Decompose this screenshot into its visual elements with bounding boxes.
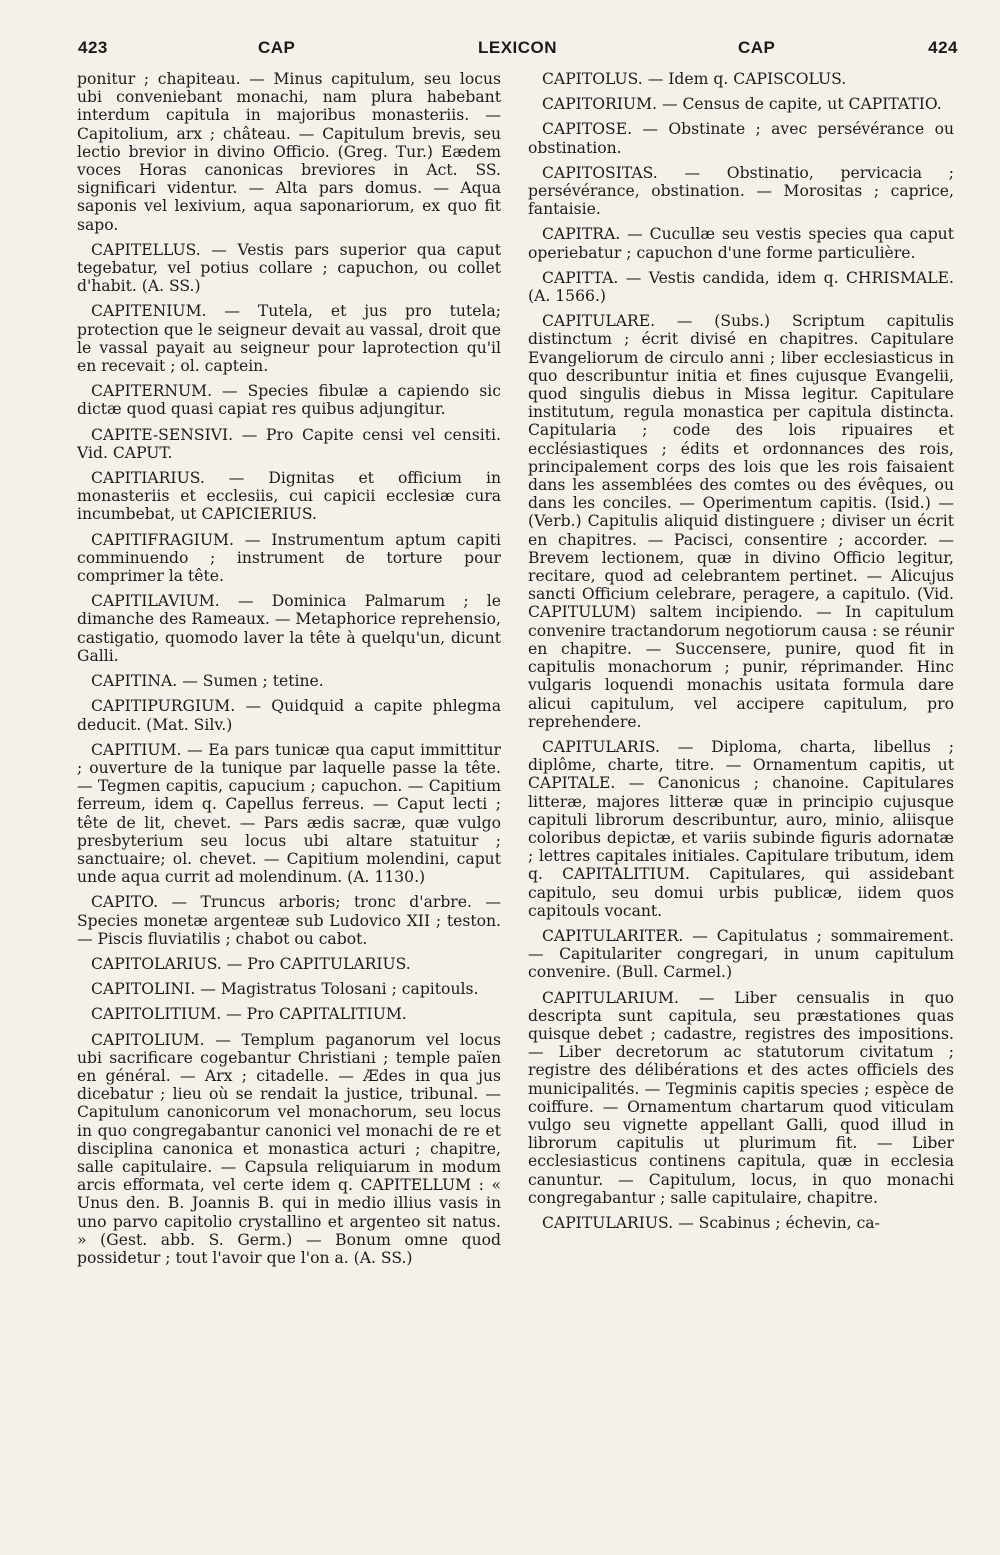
entry-capitularis: CAPITULARIS. — Diploma, charta, libellus ; diplôme, charte, titre. — Ornamentum capitis, ut CAPITALE. — Canonicus ; chanoine. Capitulares litteræ, majores litteræ quæ in principio cujusque capituli librorum describuntur, auro, minio, aliisque coloribus depictæ, et variis subinde figuris adornatæ ; lettres capitales initiales. Capitulare tributum, idem q. CAPITALITIUM. Capitulares, qui assidebant capitulo, seu domui urbis publicæ, iidem quos capitouls vocant. [528,737,954,920]
entry-capiternum: CAPITERNUM. — Species fibulæ a capiendo sic dictæ quod quasi capiat res quibus adjungitur. [77,382,501,419]
entry-capitolarius: CAPITOLARIUS. — Pro CAPITULARIUS. [91,954,411,973]
left-page-number: 423 [78,38,108,57]
entry-capitina: CAPITINA. — Sumen ; tetine. [91,672,324,691]
entry-capitularius: CAPITULARIUS. — Scabinus ; échevin, ca- [542,1213,880,1232]
entry-capitifragium: CAPITIFRAGIUM. — Instrumentum aptum capiti comminuendo ; instrument de torture pour comprimer la tête. [77,530,501,586]
entry-capitose: CAPITOSE. — Obstinate ; avec persévérance ou obstination. [528,120,954,157]
entry-capitra: CAPITRA. — Cucullæ seu vestis species qua caput operiebatur ; capuchon d'une forme particulière. [528,225,954,262]
page-title: LEXICON [478,38,558,57]
entry-capitenium: CAPITENIUM. — Tutela, et jus pro tutela; protection que le seigneur devait au vassal, droit que le vassal payait au seigneur pour laprotection qu'il en recevait ; ol. captein. [77,302,501,376]
entry-capitorium: CAPITORIUM. — Census de capite, ut CAPITATIO. [542,95,942,114]
page-header [78,38,958,68]
entry-capitellum-cont: ponitur ; chapiteau. — Minus capitulum, seu locus ubi conveniebant monachi, nam plura habebant interdum capitula in majoribus monasteriis. — Capitolium, arx ; château. — Capitulum brevis, seu lectio brevior in divino Officio. (Greg. Tur.) Eædem voces Horas canonicas breviores in Act. SS. significari videntur. — Alta pars domus. — Aqua saponis vel lexivium, aqua saponariorum, ex quo fit sapo. [77,70,501,234]
entry-capitipurgium: CAPITIPURGIUM. — Quidquid a capite phlegma deducit. (Mat. Silv.) [77,697,501,734]
entry-capitolium: CAPITOLIUM. — Templum paganorum vel locus ubi sacrificare cogebantur Christiani ; temple païen en général. — Arx ; citadelle. — Ædes in qua jus dicebatur ; lieu où se rendait la justice, tribunal. — Capitulum canonicorum vel monachorum, seu locus in quo congregabantur canonici vel monachi de re et disciplina canonica et monastica acturi ; chapitre, salle capitulaire. — Capsula reliquiarum in modum arcis efformata, vel certe idem q. CAPITELLUM : « Unus den. B. Joannis B. qui in medio illius vasis in uno parvo capitolio crystallino et argenteo sit natus. » (Gest. abb. S. Germ.) — Bonum omne quod possidetur ; tout l'avoir que l'on a. (A. SS.) [77,1030,501,1267]
entry-capitta: CAPITTA. — Vestis candida, idem q. CHRISMALE. (A. 1566.) [528,268,954,306]
left-column [77,70,501,1520]
entry-capitium: CAPITIUM. — Ea pars tunicæ qua caput immittitur ; ouverture de la tunique par laquelle passe la tête. — Tegmen capitis, capucium ; capuchon. — Capitium ferreum, idem q. Capellus ferreus. — Caput lecti ; tête de lit, chevet. — Pars ædis sacræ, quæ vulgo presbyterium seu locus ubi altare statuitur ; sanctuaire; ol. chevet. — Capitium molendini, caput unde aqua currit ad molendinum. (A. 1130.) [77,740,501,887]
right-running-head: CAP [738,38,776,57]
right-column [528,70,954,1520]
entry-capitolini: CAPITOLINI. — Magistratus Tolosani ; capitouls. [91,980,479,999]
entry-capitolitium: CAPITOLITIUM. — Pro CAPITALITIUM. [91,1005,407,1024]
entry-capitellus: CAPITELLUS. — Vestis pars superior qua caput tegebatur, vel potius collare ; capuchon, ou collet d'habit. (A. SS.) [77,240,501,296]
right-page-number: 424 [928,38,958,57]
entry-capito: CAPITO. — Truncus arboris; tronc d'arbre. — Species monetæ argenteæ sub Ludovico XII ; teston. — Piscis fluviatilis ; chabot ou cabot. [77,893,501,948]
entry-capitiarius: CAPITIARIUS. — Dignitas et officium in monasteriis et ecclesiis, cui capicii ecclesiæ cura incumbebat, ut CAPICIERIUS. [77,469,501,524]
entry-capitolus: CAPITOLUS. — Idem q. CAPISCOLUS. [542,70,847,88]
entry-capitulare: CAPITULARE. — (Subs.) Scriptum capitulis distinctum ; écrit divisé en chapitres. Capitulare Evangeliorum de circulo anni ; liber ecclesiasticus in quo describuntur initia et fines cujusque Evangelii, quod singulis diebus in Missa legitur. Capitulare institutum, regula monastica per capitula distincta. Capitularia ; code des lois ripuaires et ecclésiastiques ; édits et ordonnances des rois, principalement corps des lois que les rois faisaient dans les assemblées des comtes ou des évêques, ou dans les conciles. — Operimentum capitis. (Isid.) — (Verb.) Capitulis aliquid distinguere ; diviser un écrit en chapitres. — Pacisci, consentire ; accorder. — Brevem lectionem, quæ in divino Officio legitur, recitare, quod ad celebrantem pertinet. — Alicujus sancti Officium celebrare, peragere, a capitulo. (Vid. CAPITULUM) saltem incipiendo. — In capitulum convenire tractandorum negotiorum causa : se réunir en chapitre. — Succensere, punire, quod fit in capitulis monachorum ; punir, réprimander. Hinc vulgaris loquendi monachis usitata formula dare alicui capitulum, vel accipere capitulum, pro reprehendere. [528,312,954,731]
entry-capite-sensivi: CAPITE-SENSIVI. — Pro Capite censi vel censiti. Vid. CAPUT. [77,425,501,462]
entry-capitilavium: CAPITILAVIUM. — Dominica Palmarum ; le dimanche des Rameaux. — Metaphorice reprehensio, castigatio, quomodo laver la tête à quelqu'un, dicunt Galli. [77,592,501,665]
entry-capitularium: CAPITULARIUM. — Liber censualis in quo descripta sunt capitula, seu præstationes quas quisque debet ; cadastre, registres des impositions. — Liber decretorum ac statutorum civitatum ; registre des délibérations et des actes officiels des municipalités. — Tegminis capitis species ; espèce de coiffure. — Ornamentum chartarum quod viticulam vulgo seu vignette appellant Galli, quod illud in librorum capitulis ut plurimum fit. — Liber ecclesiasticus continens capitula, quæ in ecclesia canuntur. — Capitulum, locus, in quo monachi congregabantur ; salle capitulaire, chapitre. [528,988,954,1207]
entry-capitulariter: CAPITULARITER. — Capitulatus ; sommairement. — Capitulariter congregari, in unum capitulum convenire. (Bull. Carmel.) [528,926,954,982]
entry-capitositas: CAPITOSITAS. — Obstinatio, pervicacia ; persévérance, obstination. — Morositas ; caprice, fantaisie. [528,163,954,219]
left-running-head: CAP [258,38,296,57]
